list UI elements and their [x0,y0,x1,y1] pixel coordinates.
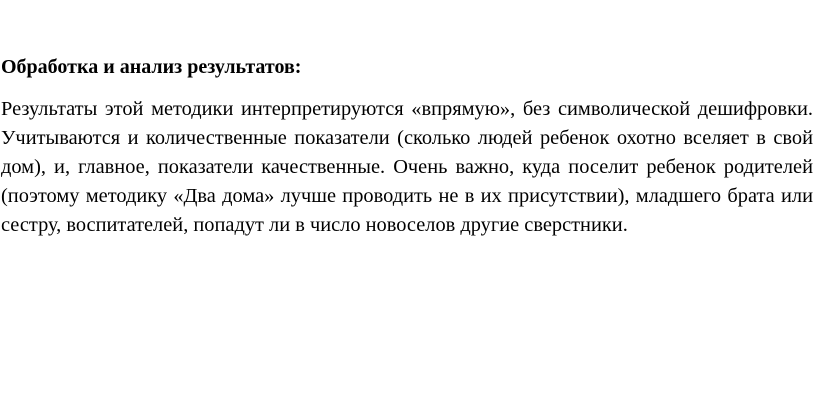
body-paragraph: Результаты этой методики интерпретируются «впрямую», без символической дешифровки. Учитываются и количественные показатели (сколько людей ребенок охотно вселяет в свой дом), и, главное, показатели качественные. Очень важно, куда поселит ребенок родителей (поэтому методику «Два дома» лучше проводить не в их присутствии), младшего брата или сестру, воспитателей, попадут ли в число новоселов другие сверстники. [1,98,813,236]
section-heading: Обработка и анализ результатов: [1,56,302,78]
